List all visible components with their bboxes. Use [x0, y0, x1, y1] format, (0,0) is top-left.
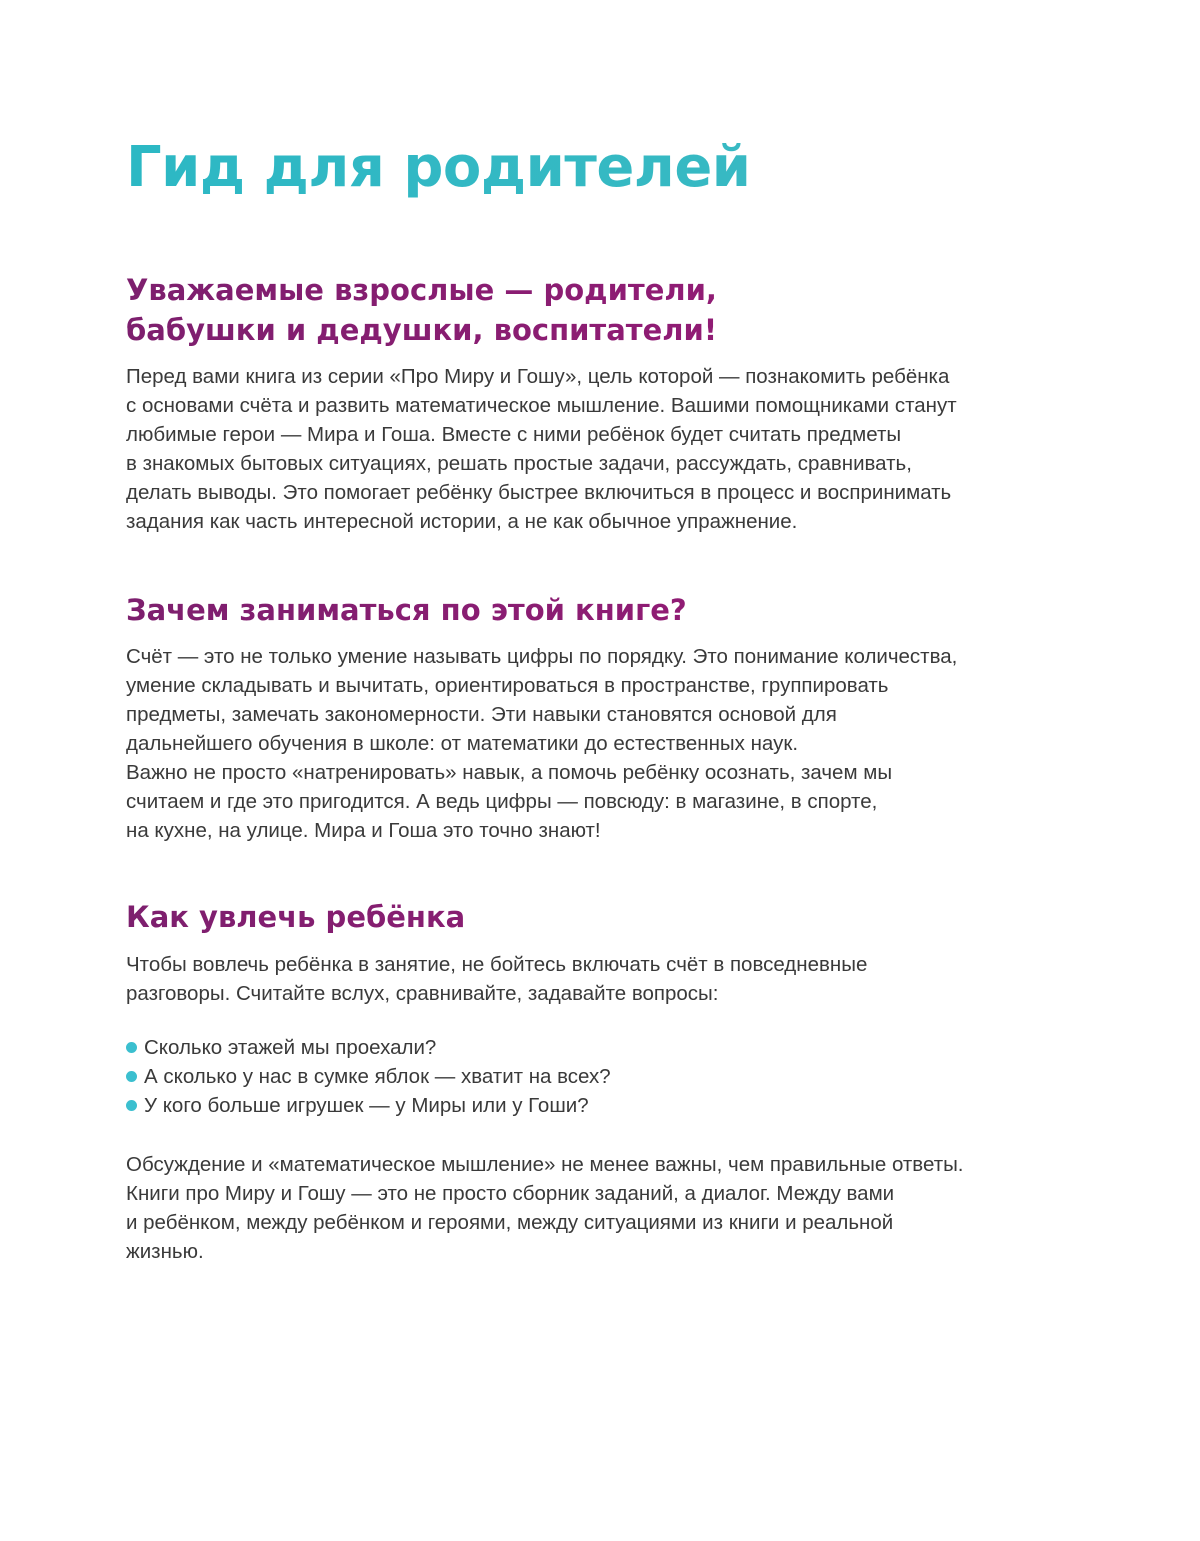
heading-line: Как увлечь ребёнка: [126, 900, 466, 934]
bullet-dot-icon: [126, 1042, 137, 1053]
section-paragraph: [126, 642, 1116, 845]
text-line: жизнью.: [126, 1240, 204, 1263]
text-line: задания как часть интересной истории, а не как обычное упражнение.: [126, 510, 798, 533]
text-line: в знакомых бытовых ситуациях, решать простые задачи, рассуждать, сравнивать,: [126, 452, 912, 475]
list-item: [126, 1033, 1116, 1062]
text-line: дальнейшего обучения в школе: от математики до естественных наук.: [126, 732, 799, 755]
list-item-text: Сколько этажей мы проехали?: [144, 1036, 437, 1059]
text-line: с основами счёта и развить математическое мышление. Вашими помощниками станут: [126, 394, 957, 417]
page-title: Гид для родителей: [126, 130, 1116, 206]
text-line: предметы, замечать закономерности. Эти навыки становятся основой для: [126, 703, 837, 726]
heading-line: бабушки и дедушки, воспитатели!: [126, 313, 718, 347]
question-list: [126, 1033, 1116, 1120]
text-line: Книги про Миру и Гошу — это не просто сборник заданий, а диалог. Между вами: [126, 1182, 895, 1205]
section-engage: [126, 897, 1116, 1266]
section-why: [126, 590, 1116, 845]
text-line: Перед вами книга из серии «Про Миру и Гошу», цель которой — познакомить ребёнка: [126, 365, 950, 388]
guide-page: [126, 130, 1116, 1266]
list-item: [126, 1091, 1116, 1120]
bullet-dot-icon: [126, 1100, 137, 1111]
text-line: и ребёнком, между ребёнком и героями, между ситуациями из книги и реальной: [126, 1211, 894, 1234]
section-outro: [126, 1150, 1116, 1266]
bullet-dot-icon: [126, 1071, 137, 1082]
list-item: [126, 1062, 1116, 1091]
section-heading: [126, 270, 1116, 350]
heading-line: Зачем заниматься по этой книге?: [126, 593, 687, 627]
section-heading: [126, 590, 1116, 630]
list-item-text: А сколько у нас в сумке яблок — хватит на всех?: [144, 1065, 611, 1088]
text-line: Чтобы вовлечь ребёнка в занятие, не бойтесь включать счёт в повседневные: [126, 953, 868, 976]
section-heading: [126, 897, 1116, 937]
section-paragraph: [126, 362, 1116, 536]
text-line: Обсуждение и «математическое мышление» не менее важны, чем правильные ответы.: [126, 1153, 964, 1176]
text-line: делать выводы. Это помогает ребёнку быстрее включиться в процесс и воспринимать: [126, 481, 952, 504]
list-item-text: У кого больше игрушек — у Миры или у Гоши?: [144, 1094, 589, 1117]
text-line: Счёт — это не только умение называть цифры по порядку. Это понимание количества,: [126, 645, 958, 668]
text-line: Важно не просто «натренировать» навык, а помочь ребёнку осознать, зачем мы: [126, 761, 893, 784]
text-line: на кухне, на улице. Мира и Гоша это точно знают!: [126, 819, 601, 842]
section-greeting: [126, 270, 1116, 536]
text-line: любимые герои — Мира и Гоша. Вместе с ними ребёнок будет считать предметы: [126, 423, 902, 446]
heading-line: Уважаемые взрослые — родители,: [126, 273, 717, 307]
text-line: считаем и где это пригодится. А ведь цифры — повсюду: в магазине, в спорте,: [126, 790, 878, 813]
section-intro: [126, 950, 1116, 1008]
text-line: разговоры. Считайте вслух, сравнивайте, задавайте вопросы:: [126, 982, 719, 1005]
text-line: умение складывать и вычитать, ориентироваться в пространстве, группировать: [126, 674, 889, 697]
